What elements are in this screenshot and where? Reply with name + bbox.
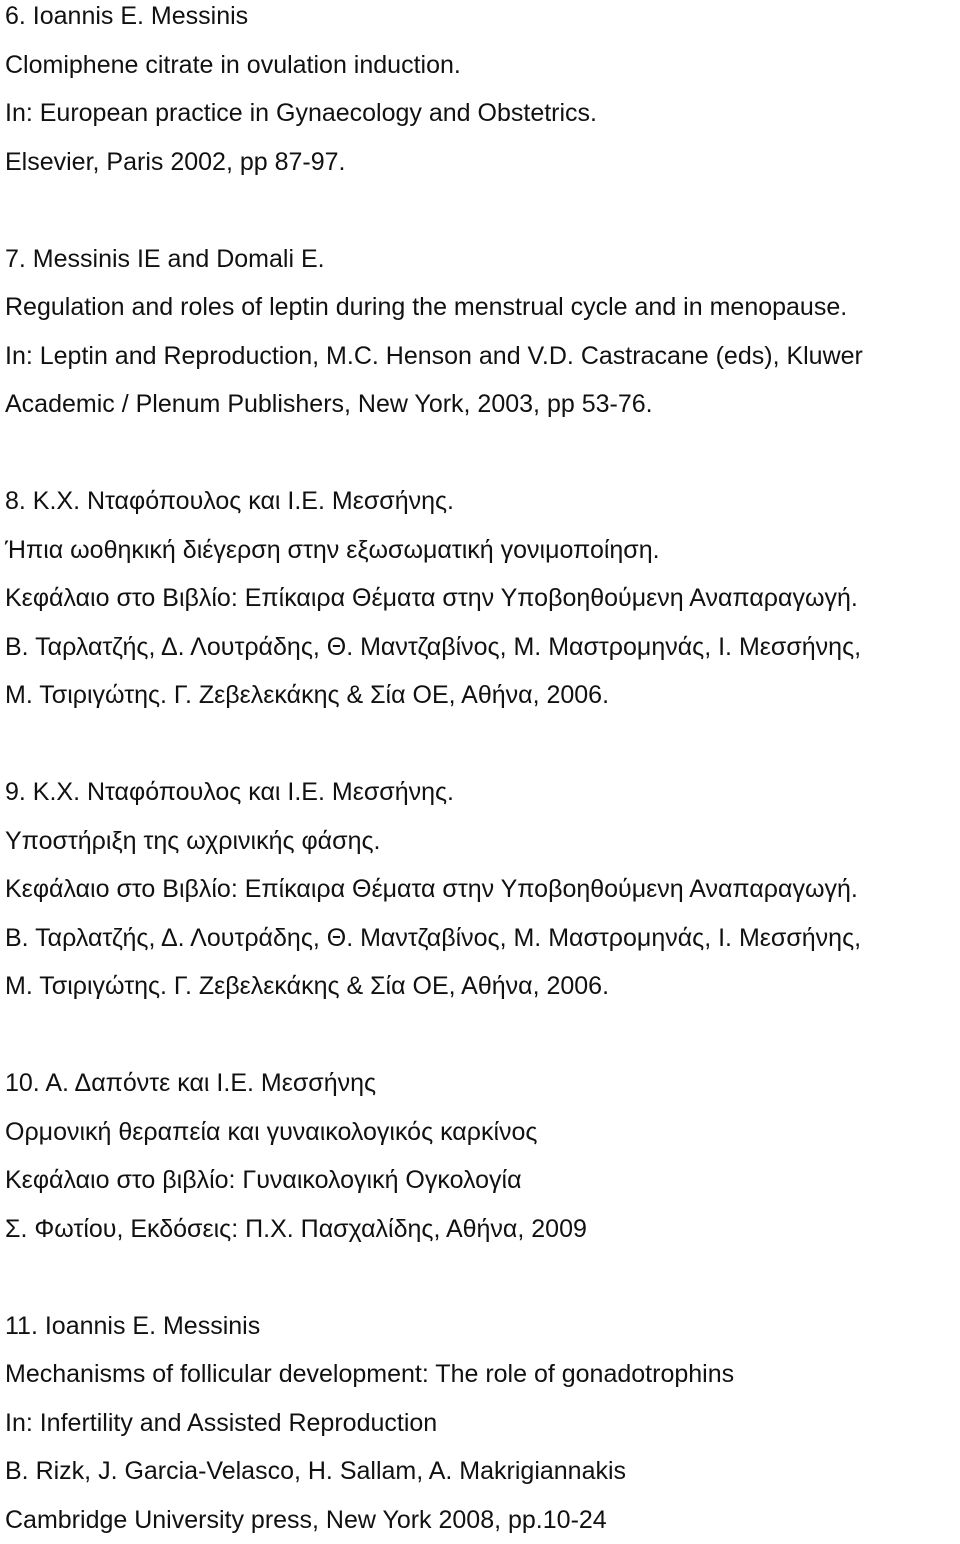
reference-editors: B. Rizk, J. Garcia-Velasco, H. Sallam, A. Makrigiannakis bbox=[5, 1447, 955, 1496]
reference-heading: 9. Κ.Χ. Νταφόπουλος και Ι.Ε. Μεσσήνης. bbox=[5, 768, 955, 817]
reference-7 bbox=[5, 235, 955, 429]
reference-heading: 11. Ioannis E. Messinis bbox=[5, 1302, 955, 1351]
reference-10 bbox=[5, 1059, 955, 1253]
reference-title: Regulation and roles of leptin during the menstrual cycle and in menopause. bbox=[5, 283, 955, 332]
reference-publisher: Μ. Τσιριγώτης. Γ. Ζεβελεκάκης & Σία ΟΕ, Αθήνα, 2006. bbox=[5, 962, 955, 1011]
reference-publisher: Σ. Φωτίου, Εκδόσεις: Π.Χ. Πασχαλίδης, Αθήνα, 2009 bbox=[5, 1205, 955, 1254]
reference-editors: Β. Ταρλατζής, Δ. Λουτράδης, Θ. Μαντζαβίνος, Μ. Μαστρομηνάς, Ι. Μεσσήνης, bbox=[5, 623, 955, 672]
reference-heading: 10. Α. Δαπόντε και Ι.Ε. Μεσσήνης bbox=[5, 1059, 955, 1108]
reference-title: Clomiphene citrate in ovulation induction. bbox=[5, 41, 955, 90]
reference-title: Ορμονική θεραπεία και γυναικολογικός καρκίνος bbox=[5, 1108, 955, 1157]
reference-8 bbox=[5, 477, 955, 720]
reference-title: Υποστήριξη της ωχρινικής φάσης. bbox=[5, 817, 955, 866]
reference-source: In: European practice in Gynaecology and Obstetrics. bbox=[5, 89, 955, 138]
reference-source: In: Infertility and Assisted Reproduction bbox=[5, 1399, 955, 1448]
reference-heading: 7. Messinis IE and Domali E. bbox=[5, 235, 955, 284]
reference-source: In: Leptin and Reproduction, M.C. Henson and V.D. Castracane (eds), Kluwer bbox=[5, 332, 955, 381]
reference-source: Κεφάλαιο στο Βιβλίο: Επίκαιρα Θέματα στην Υποβοηθούμενη Αναπαραγωγή. bbox=[5, 865, 955, 914]
reference-heading: 8. Κ.Χ. Νταφόπουλος και Ι.Ε. Μεσσήνης. bbox=[5, 477, 955, 526]
reference-list bbox=[5, 0, 955, 1544]
reference-editors: Β. Ταρλατζής, Δ. Λουτράδης, Θ. Μαντζαβίνος, Μ. Μαστρομηνάς, Ι. Μεσσήνης, bbox=[5, 914, 955, 963]
reference-publisher: Cambridge University press, New York 2008, pp.10-24 bbox=[5, 1496, 955, 1544]
reference-publisher: Academic / Plenum Publishers, New York, 2003, pp 53-76. bbox=[5, 380, 955, 429]
reference-title: Mechanisms of follicular development: The role of gonadotrophins bbox=[5, 1350, 955, 1399]
reference-9 bbox=[5, 768, 955, 1011]
reference-publisher: Μ. Τσιριγώτης. Γ. Ζεβελεκάκης & Σία ΟΕ, Αθήνα, 2006. bbox=[5, 671, 955, 720]
reference-source: Κεφάλαιο στο Βιβλίο: Επίκαιρα Θέματα στην Υποβοηθούμενη Αναπαραγωγή. bbox=[5, 574, 955, 623]
reference-11 bbox=[5, 1302, 955, 1544]
reference-heading: 6. Ioannis E. Messinis bbox=[5, 0, 955, 41]
reference-source: Κεφάλαιο στο βιβλίο: Γυναικολογική Ογκολογία bbox=[5, 1156, 955, 1205]
reference-publisher: Elsevier, Paris 2002, pp 87-97. bbox=[5, 138, 955, 187]
reference-6 bbox=[5, 0, 955, 186]
reference-title: Ήπια ωοθηκική διέγερση στην εξωσωματική γονιμοποίηση. bbox=[5, 526, 955, 575]
